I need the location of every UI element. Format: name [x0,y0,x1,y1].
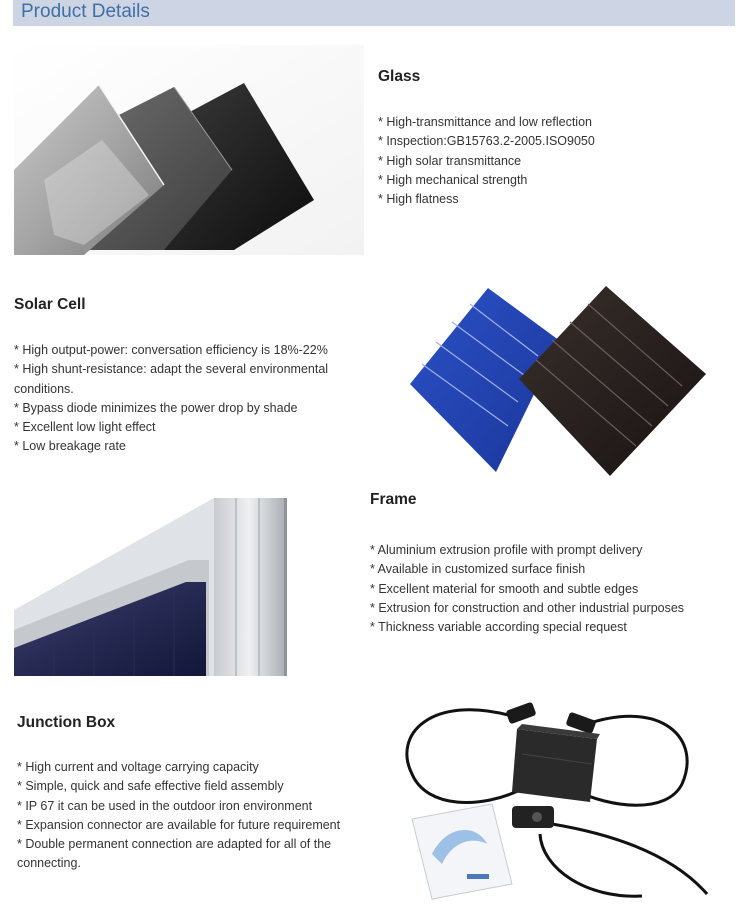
solar-cell-image [378,276,736,476]
list-item: * Extrusion for construction and other industrial purposes [370,600,685,615]
list-item: * High current and voltage carrying capacity [17,760,259,774]
list-item: * Thickness variable according special request [370,620,627,635]
list-item: * Excellent material for smooth and subtle edges [370,581,639,596]
list-item: * Expansion connector are available for future requirement [17,817,341,832]
list-item: * Inspection:GB15763.2-2005.ISO9050 [378,134,595,149]
list-item: * IP 67 it can be used in the outdoor iron environment [17,798,313,813]
frame-feature-list [370,541,740,637]
section-header-bar [13,0,735,26]
list-item: * High solar transmittance [378,153,522,168]
glass-title: Glass [378,68,421,85]
list-item: * High mechanical strength [378,172,528,187]
junction-box-image [372,694,718,900]
page-title: Product Details [21,1,150,22]
list-item: * Low breakage rate [14,439,126,454]
list-item: * High shunt-resistance: adapt the several environmental conditions. [14,362,329,396]
glass-feature-list [378,113,738,209]
junction-box-title: Junction Box [17,714,116,731]
junction-box-feature-list [17,758,362,874]
list-item: * Double permanent connection are adapted for all of the connecting. [17,837,332,871]
list-item: * Aluminium extrusion profile with prompt delivery [370,543,643,557]
frame-image [14,490,364,676]
list-item: * Simple, quick and safe effective field assembly [17,779,284,794]
list-item: * Excellent low light effect [14,420,156,435]
list-item: * Available in customized surface finish [370,562,586,577]
glass-image [14,45,364,255]
frame-title: Frame [370,491,417,508]
list-item: * High flatness [378,192,459,207]
solar-cell-feature-list [14,341,364,457]
list-item: * Bypass diode minimizes the power drop by shade [14,400,298,415]
solar-cell-title: Solar Cell [14,296,86,313]
list-item: * High output-power: conversation efficiency is 18%-22% [14,343,328,357]
list-item: * High-transmittance and low reflection [378,115,592,129]
